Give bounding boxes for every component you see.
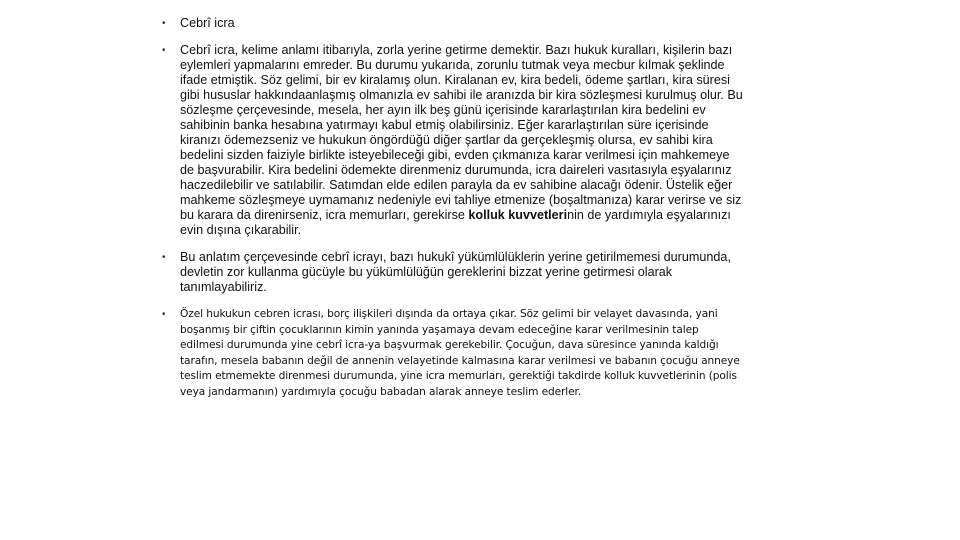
bullet-heading: Cebrî icra	[180, 16, 235, 30]
list-item	[160, 250, 745, 295]
bullet-icon: •	[162, 45, 166, 56]
bullet-bold-term: kolluk kuvvetleri	[468, 208, 568, 222]
list-item	[160, 43, 745, 238]
bullet-lead-term: Cebrî icra	[180, 43, 235, 57]
bullet-body-text-end: nin de yardımıyla eşyalarınızı evin dışına çıkarabilir.	[180, 208, 731, 237]
list-item	[160, 16, 745, 31]
bullet-list	[160, 16, 745, 409]
bullet-paragraph: Özel hukukun cebren icrası, borç ilişkileri dışında da ortaya çıkar. Söz gelimi bir velayet davasında, yani boşanmış bir çiftin çocuklarının kimin yanında yaşamaya devam edeceğine karar verilmesinin talep edilmesi durumunda yine cebrî icra-ya başvurmak gerekebilir. Çocuğun, dava süresince yanında kaldığı tarafın, mesela babanın değil de annenin velayetinde kalmasına karar verilmesi ve babanın çocuğu anneye teslim etmemekte direnmesi durumunda, yine icra memurları, gerektiği takdirde kolluk kuvvetlerinin (polis veya jandarmanın) yardımıyla çocuğu babadan alarak anneye teslim ederler.	[180, 308, 740, 398]
bullet-paragraph	[180, 43, 745, 238]
bullet-paragraph: Bu anlatım çerçevesinde cebrî icrayı, bazı hukukî yükümlülüklerin yerine getirilmemesi durumunda, devletin zor kullanma gücüyle bu yükümlülüğün gereklerini bizzat yerine getirmesi olarak tanımlayabiliriz.	[180, 250, 731, 294]
list-item	[160, 307, 745, 400]
bullet-icon: •	[162, 18, 166, 29]
bullet-body-text: , kelime anlamı itibarıyla, zorla yerine getirme demektir. Bazı hukuk kuralları, kişilerin bazı eylemleri yapmalarını emreder. Bu durumu yukarıda, zorunlu tutmak veya mecbur kılmak şeklinde ifade etmiştik. Söz gelimi, bir ev kiralamış olun. Kiralanan ev, kira bedeli, ödeme şartları, kira süresi gibi hususlar hakkındaanlaşmış olmanızla ev sahibi ile aranızda bir kira sözleşmesi kurulmuş olur. Bu sözleşme çerçevesinde, mesela, her ayın ilk beş günü içerisinde kararlaştırılan kira bedelini ev sahibinin banka hesabına yatırmayı kabul etmiş olabilirsiniz. Eğer kararlaştırılan süre içerisinde kiranızı ödemezseniz ve hukukun öngördüğü diğer şartlar da gerçekleşmiş olursa, ev sahibi kira bedelini sizden faiziyle birlikte isteyebileceği gibi, evden çıkmanıza karar verilmesi için mahkemeye de başvurabilir. Kira bedelini ödemekte direnmeniz durumunda, icra daireleri vasıtasıyla eşyalarınız haczedilebilir ve satılabilir. Satımdan elde edilen parayla da ev sahibine alacağı ödenir. Üstelik eğer mahkeme sözleşmeye uymamanız nedeniyle evi tahliye etmenize (boşaltmanıza) karar verirse ve siz bu karara da direnirseniz, icra memurları, gerekirse	[180, 43, 743, 222]
bullet-icon: •	[162, 252, 166, 263]
bullet-icon: •	[162, 309, 166, 320]
